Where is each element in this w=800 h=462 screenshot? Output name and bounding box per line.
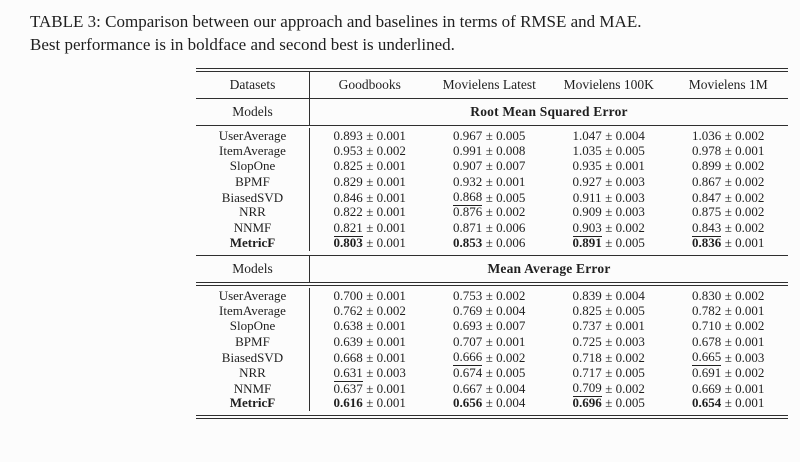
value-cell [310, 204, 430, 220]
error-value: ± 0.003 [605, 173, 645, 189]
error-value: ± 0.002 [724, 220, 765, 236]
error-value: ± 0.004 [605, 287, 645, 303]
dataset-column-header-goodbooks: Goodbooks [338, 76, 401, 92]
mean-value: 0.667 [453, 380, 483, 396]
mean-value: 0.935 [572, 158, 602, 174]
table-row [196, 318, 788, 333]
mean-value: 0.678 [692, 333, 722, 349]
mean-value: 0.932 [453, 173, 483, 189]
error-value: ± 0.001 [366, 333, 406, 349]
value-cell [669, 143, 789, 159]
mean-value: 0.853 [453, 235, 483, 251]
mean-value: 1.036 [692, 127, 722, 143]
value-cell [669, 204, 789, 220]
mean-value: 0.782 [692, 303, 722, 319]
error-value: ± 0.001 [366, 173, 406, 189]
value-cell [669, 158, 789, 174]
value-cell [549, 174, 669, 190]
caption-line-2: Best performance is in boldface and second best is underlined. [30, 34, 455, 54]
table-row [196, 174, 788, 189]
error-value: ± 0.001 [366, 127, 406, 143]
mean-value: 0.899 [692, 158, 722, 174]
caption-line-1: TABLE 3: Comparison between our approach and baselines in terms of RMSE and MAE. [30, 12, 642, 31]
error-value: ± 0.004 [485, 380, 526, 396]
value-cell [549, 158, 669, 174]
model-name: NRR [196, 365, 310, 382]
mean-value: 0.843 [692, 219, 722, 235]
mean-value: 0.911 [572, 189, 602, 205]
mean-value: 0.978 [692, 142, 722, 158]
error-value: ± 0.005 [605, 365, 645, 381]
model-name: NNMF [196, 220, 310, 237]
models-label: Models [196, 256, 310, 282]
dataset-column-header-movielens-1m: Movielens 1M [688, 76, 768, 92]
error-value: ± 0.001 [366, 158, 406, 174]
metric-title: Mean Average Error [487, 260, 611, 276]
mean-value: 0.762 [333, 303, 363, 319]
mean-value: 0.753 [453, 287, 483, 303]
model-name: BPMF [196, 174, 310, 190]
error-value: ± 0.002 [724, 318, 765, 334]
value-cell [549, 235, 669, 251]
value-cell [669, 318, 789, 334]
mean-value: 0.709 [572, 380, 602, 395]
mean-value: 0.669 [692, 380, 722, 396]
mean-value: 0.822 [333, 204, 363, 220]
error-value: ± 0.008 [485, 142, 526, 158]
value-cell [310, 395, 430, 411]
value-cell [549, 318, 669, 334]
table-row [196, 158, 788, 173]
metric-title: Root Mean Squared Error [470, 103, 628, 119]
mean-value: 0.665 [692, 349, 722, 365]
error-value: ± 0.001 [724, 142, 765, 158]
dataset-column-header-movielens-latest: Movielens Latest [442, 76, 536, 92]
value-cell [549, 303, 669, 319]
value-cell [669, 334, 789, 350]
value-cell [310, 334, 430, 350]
mean-value: 0.836 [692, 235, 722, 251]
mean-value: 0.707 [453, 333, 483, 349]
table-row [196, 288, 788, 303]
error-value: ± 0.002 [605, 380, 645, 396]
mean-value: 0.631 [333, 364, 363, 380]
error-value: ± 0.002 [485, 204, 526, 220]
error-value: ± 0.006 [485, 235, 526, 251]
value-cell [669, 395, 789, 411]
table-row [196, 128, 788, 143]
mean-value: 0.666 [453, 349, 483, 365]
error-value: ± 0.003 [605, 204, 645, 220]
value-cell [430, 395, 550, 411]
mean-value: 0.991 [453, 142, 483, 158]
error-value: ± 0.002 [724, 189, 765, 205]
mean-value: 0.674 [453, 365, 483, 381]
mean-value: 0.737 [572, 318, 602, 334]
mean-value: 0.909 [572, 204, 602, 220]
value-cell [430, 318, 550, 334]
value-cell [310, 235, 430, 251]
error-value: ± 0.002 [724, 365, 765, 381]
model-name: MetricF [196, 235, 310, 251]
model-name: UserAverage [196, 128, 310, 144]
mean-value: 0.825 [572, 303, 602, 319]
value-cell [430, 174, 550, 190]
error-value: ± 0.001 [366, 380, 406, 396]
error-value: ± 0.001 [366, 349, 406, 365]
error-value: ± 0.005 [605, 395, 645, 411]
mean-value: 0.875 [692, 204, 722, 220]
error-value: ± 0.004 [485, 303, 526, 319]
value-cell [430, 158, 550, 174]
mean-value: 0.616 [333, 395, 363, 411]
model-name: SlopOne [196, 158, 310, 174]
table-caption [0, 0, 800, 57]
error-value: ± 0.007 [485, 158, 526, 174]
error-value: ± 0.006 [485, 220, 526, 236]
error-value: ± 0.007 [485, 318, 526, 334]
error-value: ± 0.002 [485, 287, 526, 303]
table-row [196, 189, 788, 204]
table-row [196, 204, 788, 219]
value-cell [669, 128, 789, 144]
mean-value: 0.725 [572, 333, 602, 349]
models-header-row [196, 99, 788, 125]
error-value: ± 0.003 [366, 365, 406, 381]
mean-value: 0.718 [572, 349, 602, 365]
table-row [196, 143, 788, 158]
mean-value: 1.035 [572, 142, 602, 158]
error-value: ± 0.003 [724, 349, 765, 365]
value-cell [310, 288, 430, 304]
mean-value: 0.803 [333, 235, 363, 251]
table-bottom-rule [196, 415, 788, 419]
value-cell [310, 303, 430, 319]
value-cell [430, 128, 550, 144]
mean-value: 0.769 [453, 303, 483, 319]
results-table [196, 68, 788, 419]
model-name: BPMF [196, 334, 310, 350]
value-cell [549, 395, 669, 411]
value-cell [549, 334, 669, 350]
error-value: ± 0.001 [485, 173, 526, 189]
mean-value: 0.668 [333, 349, 363, 365]
model-name: UserAverage [196, 288, 310, 304]
error-value: ± 0.002 [724, 158, 765, 174]
model-name: NRR [196, 204, 310, 220]
table-row [196, 380, 788, 395]
value-cell [549, 143, 669, 159]
table-row [196, 365, 788, 380]
mean-value: 0.639 [333, 333, 363, 349]
model-name: BiasedSVD [196, 349, 310, 366]
model-name: MetricF [196, 395, 310, 411]
error-value: ± 0.005 [605, 303, 645, 319]
error-value: ± 0.004 [485, 395, 526, 411]
error-value: ± 0.001 [724, 333, 765, 349]
table-row [196, 303, 788, 318]
mean-value: 0.829 [333, 173, 363, 189]
value-cell [430, 235, 550, 251]
mean-value: 0.710 [692, 318, 722, 334]
error-value: ± 0.005 [605, 235, 645, 251]
mean-value: 0.893 [333, 127, 363, 143]
error-value: ± 0.001 [366, 189, 406, 205]
value-cell [430, 288, 550, 304]
error-value: ± 0.001 [724, 380, 765, 396]
error-value: ± 0.001 [485, 333, 526, 349]
error-value: ± 0.005 [485, 365, 526, 381]
error-value: ± 0.001 [366, 287, 406, 303]
error-value: ± 0.002 [366, 303, 406, 319]
error-value: ± 0.002 [724, 287, 765, 303]
mean-value: 0.927 [572, 173, 602, 189]
mean-value: 0.907 [453, 158, 483, 174]
mean-value: 0.846 [333, 189, 363, 205]
section-body [196, 126, 788, 255]
value-cell [310, 158, 430, 174]
error-value: ± 0.001 [366, 204, 406, 220]
models-label: Models [196, 99, 310, 125]
value-cell [549, 204, 669, 220]
mean-value: 0.638 [333, 318, 363, 334]
error-value: ± 0.001 [724, 395, 765, 411]
models-header-row [196, 256, 788, 282]
table-row [196, 349, 788, 364]
value-cell [669, 288, 789, 304]
value-cell [430, 334, 550, 350]
mean-value: 0.847 [692, 189, 722, 205]
error-value: ± 0.002 [724, 127, 765, 143]
table-row [196, 334, 788, 349]
mean-value: 0.693 [453, 318, 483, 334]
mean-value: 0.821 [333, 219, 363, 235]
error-value: ± 0.002 [724, 173, 765, 189]
error-value: ± 0.005 [605, 142, 645, 158]
value-cell [549, 288, 669, 304]
mean-value: 0.825 [333, 158, 363, 174]
mean-value: 0.717 [572, 365, 602, 381]
value-cell [669, 235, 789, 251]
value-cell [310, 318, 430, 334]
error-value: ± 0.001 [366, 318, 406, 334]
dataset-column-header-movielens-100k: Movielens 100K [563, 76, 654, 92]
model-name: NNMF [196, 380, 310, 397]
error-value: ± 0.002 [605, 220, 645, 236]
model-name: ItemAverage [196, 143, 310, 159]
value-cell [430, 204, 550, 220]
error-value: ± 0.002 [605, 349, 645, 365]
mean-value: 0.696 [572, 395, 602, 411]
error-value: ± 0.002 [724, 204, 765, 220]
error-value: ± 0.003 [605, 189, 645, 205]
mean-value: 0.654 [692, 395, 722, 411]
value-cell [430, 143, 550, 159]
error-value: ± 0.004 [605, 127, 645, 143]
section-body [196, 286, 788, 415]
model-name: ItemAverage [196, 303, 310, 319]
value-cell [310, 143, 430, 159]
value-cell [549, 128, 669, 144]
error-value: ± 0.005 [485, 127, 526, 143]
datasets-label: Datasets [196, 72, 310, 98]
error-value: ± 0.001 [366, 220, 406, 236]
table-row [196, 220, 788, 235]
mean-value: 0.656 [453, 395, 483, 411]
error-value: ± 0.003 [605, 333, 645, 349]
error-value: ± 0.001 [366, 235, 406, 251]
value-cell [669, 303, 789, 319]
error-value: ± 0.002 [485, 349, 526, 365]
datasets-header-row [196, 72, 788, 98]
mean-value: 0.691 [692, 365, 722, 381]
mean-value: 0.868 [453, 189, 483, 205]
error-value: ± 0.001 [605, 158, 645, 174]
table-row [196, 395, 788, 410]
mean-value: 0.637 [333, 380, 363, 396]
mean-value: 0.871 [453, 220, 483, 236]
error-value: ± 0.001 [724, 235, 765, 251]
table-row [196, 235, 788, 250]
table-sections [196, 99, 788, 415]
error-value: ± 0.001 [605, 318, 645, 334]
mean-value: 0.891 [572, 235, 602, 251]
mean-value: 1.047 [572, 127, 602, 143]
error-value: ± 0.005 [485, 189, 526, 205]
mean-value: 0.903 [572, 219, 602, 235]
mean-value: 0.867 [692, 173, 722, 189]
mean-value: 0.839 [572, 287, 602, 303]
error-value: ± 0.001 [366, 395, 406, 411]
value-cell [669, 174, 789, 190]
mean-value: 0.700 [333, 287, 363, 303]
mean-value: 0.967 [453, 127, 483, 143]
mean-value: 0.953 [333, 142, 363, 158]
value-cell [430, 303, 550, 319]
value-cell [310, 174, 430, 190]
model-name: SlopOne [196, 318, 310, 334]
value-cell [310, 128, 430, 144]
error-value: ± 0.002 [366, 142, 406, 158]
model-name: BiasedSVD [196, 189, 310, 206]
mean-value: 0.830 [692, 287, 722, 303]
mean-value: 0.876 [453, 204, 483, 220]
error-value: ± 0.001 [724, 303, 765, 319]
